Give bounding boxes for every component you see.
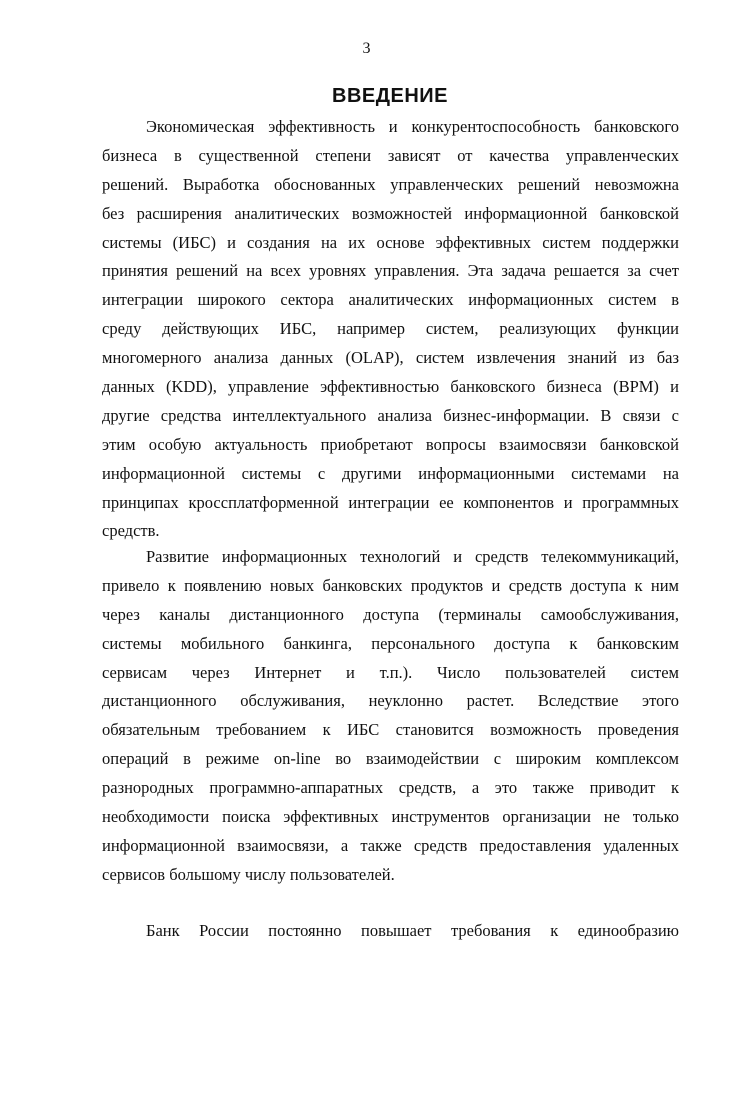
paragraph-it-development <box>102 543 679 890</box>
text-line: системы мобильного банкинга, персонального доступа к банковским <box>102 633 679 653</box>
text-line: этим особую актуальность приобретают вопросы взаимосвязи банковской <box>102 434 679 454</box>
text-line: многомерного анализа данных (OLAP), систем извлечения знаний из баз <box>102 348 679 368</box>
text-line: операций в режиме on-line во взаимодействии с широким комплексом <box>102 749 679 769</box>
text-line: без расширения аналитических возможностей информационной банковской <box>102 203 679 223</box>
text-line: дистанционного обслуживания, неуклонно растет. Вследствие этого <box>102 691 679 711</box>
text-line: принятия решений на всех уровнях управления. Эта задача решается за счет <box>102 261 679 281</box>
page-title: ВВЕДЕНИЕ <box>332 85 448 107</box>
text-line: через каналы дистанционного доступа (терминалы самообслуживания, <box>102 604 679 624</box>
text-line: интеграции широкого сектора аналитических информационных систем в <box>102 290 679 310</box>
text-line: сервисов большому числу пользователей. <box>102 864 395 884</box>
text-line: бизнеса в существенной степени зависят от качества управленческих <box>102 145 679 165</box>
text-line: разнородных программно-аппаратных средств, а это также приводит к <box>102 778 679 798</box>
text-line: другие средства интеллектуального анализа бизнес-информации. В связи с <box>102 405 679 425</box>
text-line: необходимости поиска эффективных инструментов организации не только <box>102 807 679 827</box>
text-line: информационной системы с другими информационными системами на <box>102 463 679 483</box>
text-line: среду действующих ИБС, например систем, реализующих функции <box>102 319 679 339</box>
text-line: принципах кроссплатформенной интеграции ее компонентов и программных <box>102 492 679 512</box>
paragraph-bank-of-russia <box>102 917 679 946</box>
text-line: привело к появлению новых банковских продуктов и средств доступа к ним <box>102 575 679 595</box>
text-line: данных (KDD), управление эффективностью банковского бизнеса (BPM) и <box>102 377 679 397</box>
text-line: обязательным требованием к ИБС становится возможность проведения <box>102 720 679 740</box>
text-line: сервисам через Интернет и т.п.). Число пользователей систем <box>102 662 679 682</box>
text-line: системы (ИБС) и создания на их основе эффективных систем поддержки <box>102 232 679 252</box>
text-line: средств. <box>102 521 160 541</box>
text-line: Банк России постоянно повышает требования к единообразию <box>146 921 679 940</box>
text-line: решений. Выработка обоснованных управленческих решений невозможна <box>102 174 679 194</box>
paragraph-economic-efficiency <box>102 113 679 546</box>
text-line: информационной взаимосвязи, а также средств предоставления удаленных <box>102 835 679 855</box>
text-line: Развитие информационных технологий и средств телекоммуникаций, <box>146 547 679 566</box>
page-number: 3 <box>362 40 371 57</box>
text-line: Экономическая эффективность и конкурентоспособность банковского <box>146 117 679 136</box>
